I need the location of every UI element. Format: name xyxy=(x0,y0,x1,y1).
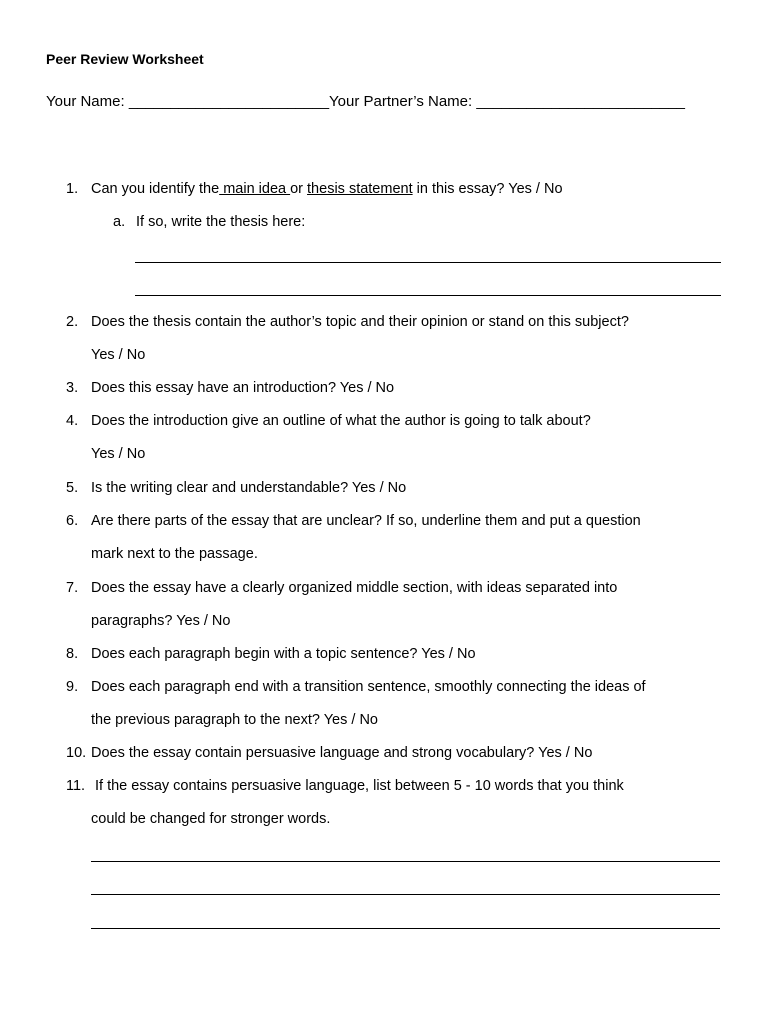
question-7-continuation: paragraphs? Yes / No xyxy=(91,613,231,629)
question-2-text: Does the thesis contain the author’s topic and their opinion or stand on this subject? xyxy=(91,314,629,330)
word-answer-line-1[interactable] xyxy=(91,861,720,862)
q1-post: in this essay? Yes / No xyxy=(412,181,563,197)
partner-name-blank[interactable]: _________________________ xyxy=(476,93,685,110)
question-10-text: Does the essay contain persuasive language and strong vocabulary? Yes / No xyxy=(91,745,593,761)
question-4-text: Does the introduction give an outline of what the author is going to talk about? xyxy=(91,413,591,429)
question-7-text: Does the essay have a clearly organized middle section, with ideas separated into xyxy=(91,580,618,596)
question-4-continuation: Yes / No xyxy=(91,446,146,462)
question-number-9: 9. xyxy=(66,679,79,695)
question-11-continuation: could be changed for stronger words. xyxy=(91,811,331,827)
question-11-text: If the essay contains persuasive language, list between 5 - 10 words that you think xyxy=(95,778,624,794)
question-number-3: 3. xyxy=(66,380,79,396)
thesis-statement-term: thesis statement xyxy=(307,181,413,197)
question-number-2: 2. xyxy=(66,314,79,330)
your-name-label: Your Name: xyxy=(46,93,129,110)
question-number-5: 5. xyxy=(66,480,79,496)
question-number-6: 6. xyxy=(66,513,79,529)
name-line xyxy=(46,93,685,111)
q1-pre: Can you identify the xyxy=(91,181,220,197)
question-9-continuation: the previous paragraph to the next? Yes / No xyxy=(91,712,378,728)
question-number-8: 8. xyxy=(66,646,79,662)
word-answer-line-2[interactable] xyxy=(91,894,720,895)
partner-name-label: Your Partner’s Name: xyxy=(329,93,477,110)
question-1-text xyxy=(91,180,563,198)
question-5-text: Is the writing clear and understandable? Yes / No xyxy=(91,480,407,496)
question-number-7: 7. xyxy=(66,580,79,596)
sub-question-letter: a. xyxy=(113,214,126,230)
question-3-text: Does this essay have an introduction? Yes / No xyxy=(91,380,395,396)
question-2-continuation: Yes / No xyxy=(91,347,146,363)
question-6-text: Are there parts of the essay that are unclear? If so, underline them and put a question xyxy=(91,513,641,529)
word-answer-line-3[interactable] xyxy=(91,928,720,929)
question-6-continuation: mark next to the passage. xyxy=(91,546,258,562)
sub-question-text: If so, write the thesis here: xyxy=(136,214,306,230)
your-name-blank[interactable]: ________________________ xyxy=(128,93,330,110)
question-number-1: 1. xyxy=(66,181,79,197)
question-8-text: Does each paragraph begin with a topic sentence? Yes / No xyxy=(91,646,476,662)
question-number-11: 11. xyxy=(66,778,86,794)
main-idea-term: main idea xyxy=(219,181,291,197)
thesis-answer-line-1[interactable] xyxy=(135,262,721,263)
question-number-10: 10. xyxy=(66,745,87,761)
q1-or: or xyxy=(290,181,308,197)
question-number-4: 4. xyxy=(66,413,79,429)
worksheet-title: Peer Review Worksheet xyxy=(46,51,204,67)
thesis-answer-line-2[interactable] xyxy=(135,295,721,296)
question-9-text: Does each paragraph end with a transition sentence, smoothly connecting the ideas of xyxy=(91,679,646,695)
